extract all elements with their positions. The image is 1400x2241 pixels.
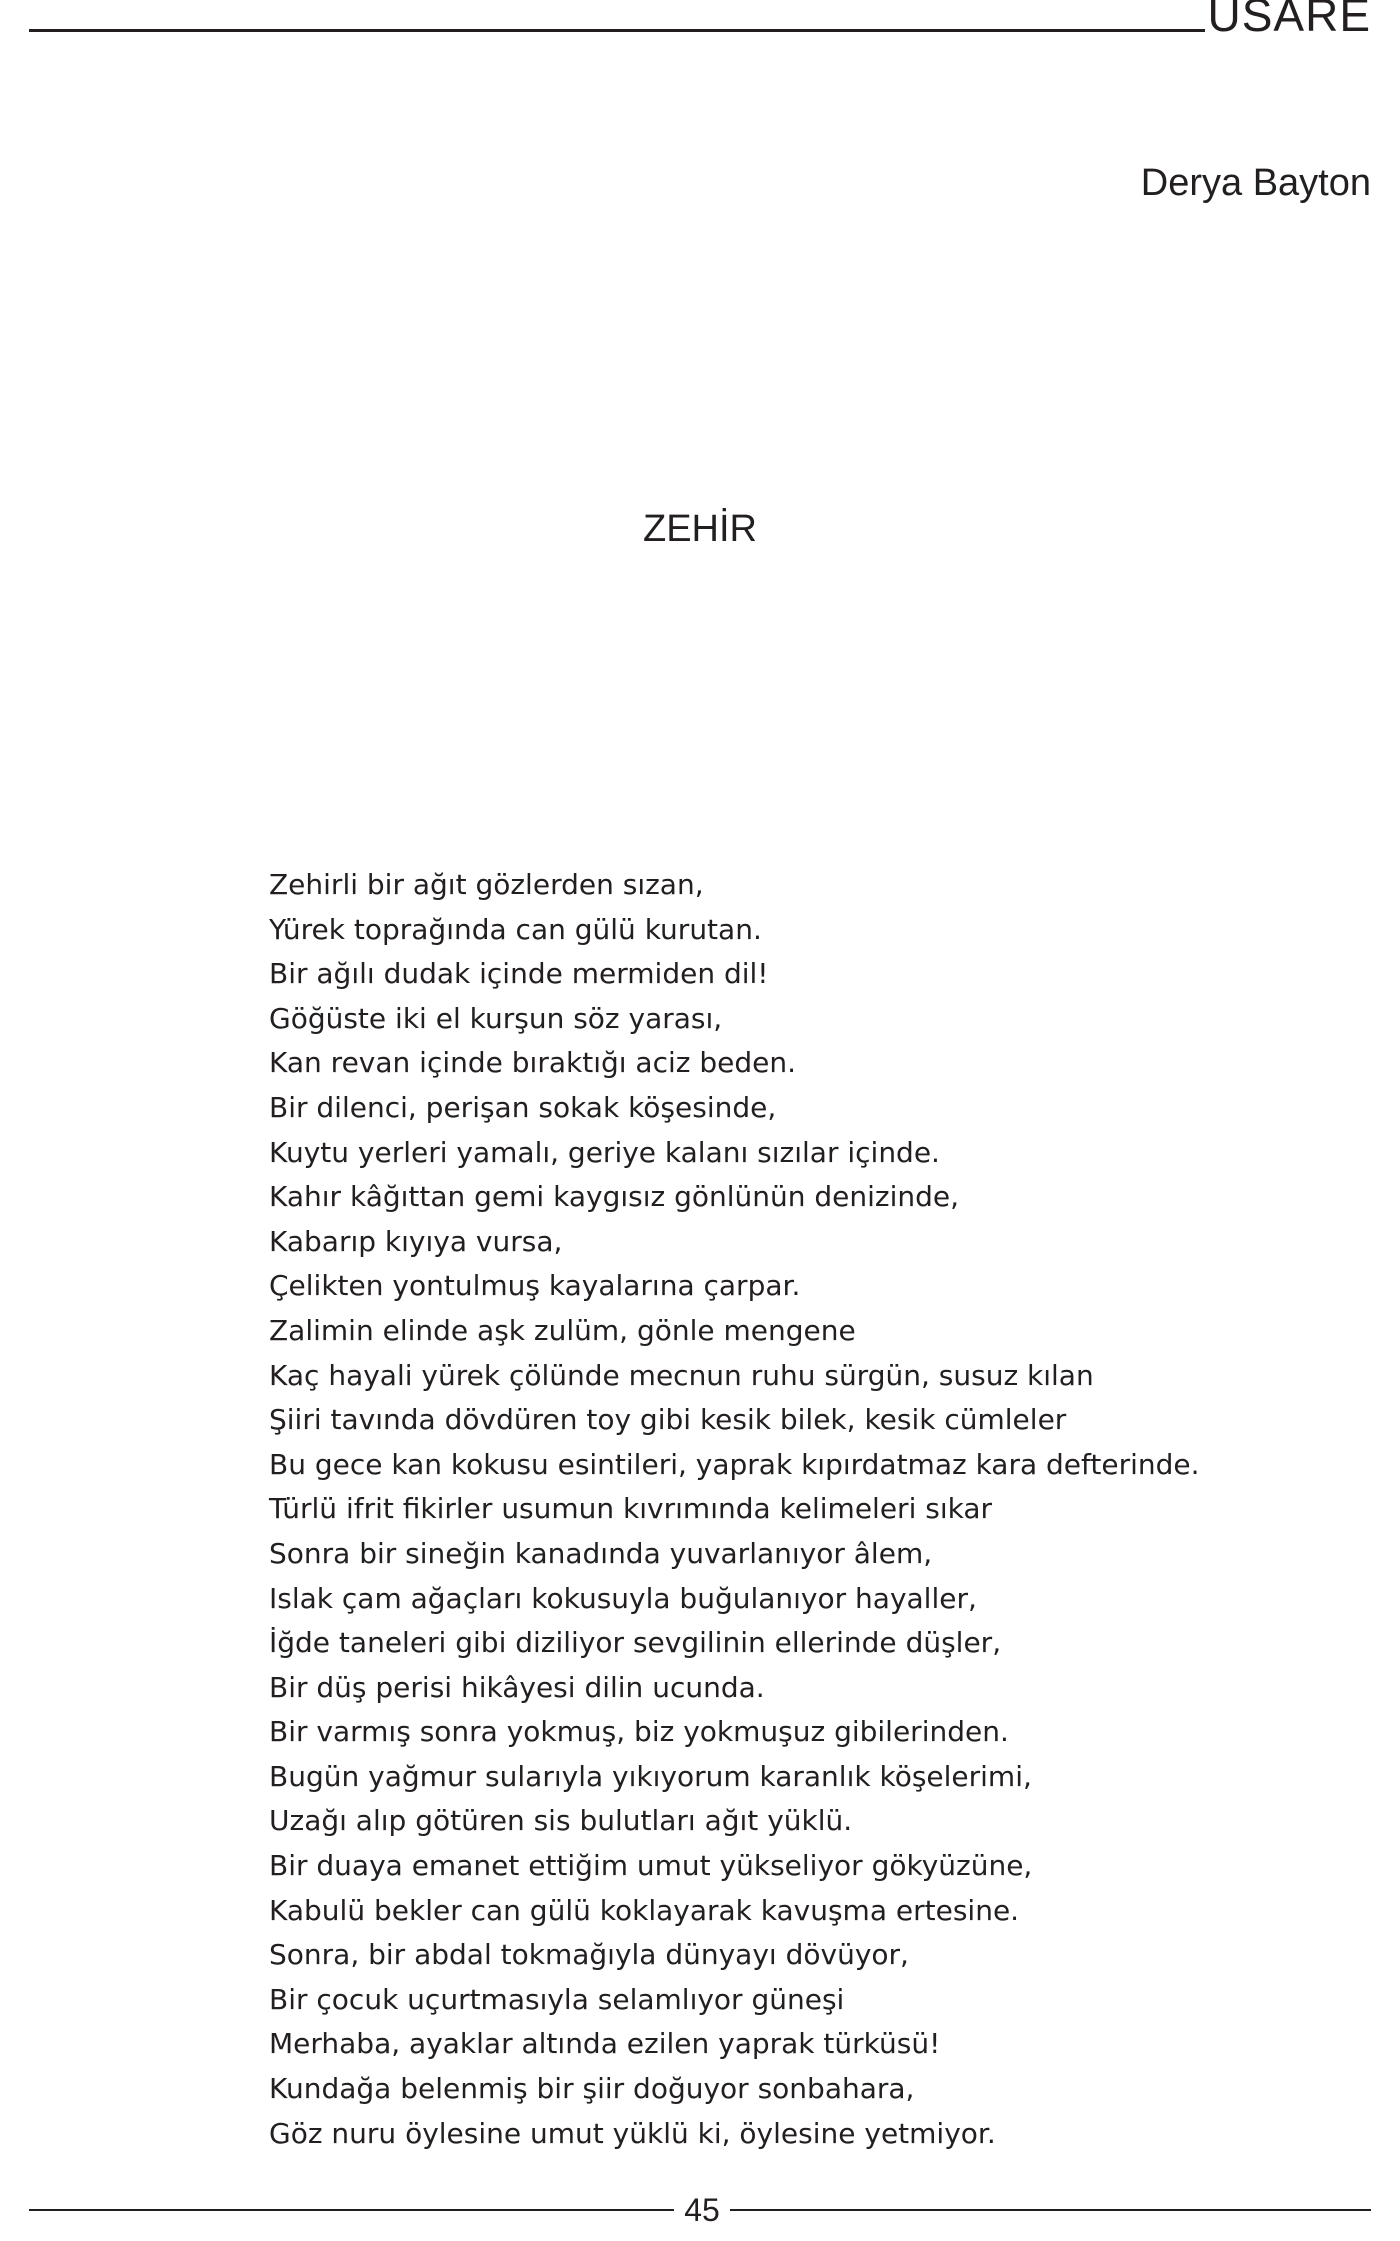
poem-line: Şiiri tavında dövdüren toy gibi kesik bilek, kesik cümleler (269, 1403, 1067, 1437)
poem-line: Yürek toprağında can gülü kurutan. (269, 912, 762, 946)
page-footer (0, 2190, 1400, 2230)
poem-line: Zehirli bir ağıt gözlerden sızan, (269, 868, 704, 901)
poem-line: Kabulü bekler can gülü koklayarak kavuşma ertesine. (269, 1893, 1020, 1927)
poem-line: İğde taneleri gibi diziliyor sevgilinin ellerinde düşler, (269, 1626, 1002, 1660)
poem-line: Bir ağılı dudak içinde mermiden dil! (269, 957, 769, 991)
page-number: 45 (684, 2192, 720, 2228)
poem-line: Uzağı alıp götüren sis bulutları ağıt yüklü. (269, 1804, 853, 1838)
poem-line: Kabarıp kıyıya vursa, (269, 1224, 563, 1258)
poem-line: Bugün yağmur sularıyla yıkıyorum karanlık köşelerimi, (269, 1759, 1032, 1793)
poem-line: Sonra, bir abdal tokmağıyla dünyayı dövüyor, (269, 1938, 909, 1972)
poem-body (269, 863, 1369, 2156)
footer-rule-right (730, 2209, 1371, 2211)
poem-line: Çelikten yontulmuş kayalarına çarpar. (269, 1269, 801, 1303)
journal-name: USARE (1207, 0, 1371, 41)
poem-line: Göğüste iki el kurşun söz yarası, (269, 1001, 723, 1035)
poem-line: Kahır kâğıttan gemi kaygısız gönlünün denizinde, (269, 1180, 960, 1214)
poem-line: Sonra bir sineğin kanadında yuvarlanıyor âlem, (269, 1536, 933, 1570)
page-header (0, 0, 1400, 40)
poem-line: Kaç hayali yürek çölünde mecnun ruhu sürgün, susuz kılan (269, 1358, 1094, 1392)
author-name: Derya Bayton (1140, 162, 1371, 204)
poem-line: Kuytu yerleri yamalı, geriye kalanı sızılar içinde. (269, 1135, 940, 1169)
poem-line: Merhaba, ayaklar altında ezilen yaprak türküsü! (269, 2027, 941, 2061)
poem-line: Bir dilenci, perişan sokak köşesinde, (269, 1090, 777, 1124)
header-rule (29, 29, 1205, 32)
poem-line: Bir düş perisi hikâyesi dilin ucunda. (269, 1670, 765, 1704)
poem-line: Bu gece kan kokusu esintileri, yaprak kıpırdatmaz kara defterinde. (269, 1447, 1200, 1481)
poem-line: Bir çocuk uçurtmasıyla selamlıyor güneşi (269, 1982, 845, 2016)
poem-line: Türlü ifrit fikirler usumun kıvrımında kelimeleri sıkar (269, 1492, 993, 1526)
footer-rule-left (29, 2209, 674, 2211)
poem-line: Islak çam ağaçları kokusuyla buğulanıyor hayaller, (269, 1581, 977, 1615)
poem-line: Bir varmış sonra yokmuş, biz yokmuşuz gibilerinden. (269, 1715, 1009, 1749)
poem-title: ZEHİR (643, 508, 757, 550)
poem-line: Zalimin elinde aşk zulüm, gönle mengene (269, 1313, 856, 1347)
poem-line: Bir duaya emanet ettiğim umut yükseliyor gökyüzüne, (269, 1849, 1033, 1883)
poem-line: Kundağa belenmiş bir şiir doğuyor sonbahara, (269, 2072, 915, 2106)
poem-line: Kan revan içinde bıraktığı aciz beden. (269, 1046, 796, 1080)
poem-line: Göz nuru öylesine umut yüklü ki, öylesine yetmiyor. (269, 2116, 996, 2150)
